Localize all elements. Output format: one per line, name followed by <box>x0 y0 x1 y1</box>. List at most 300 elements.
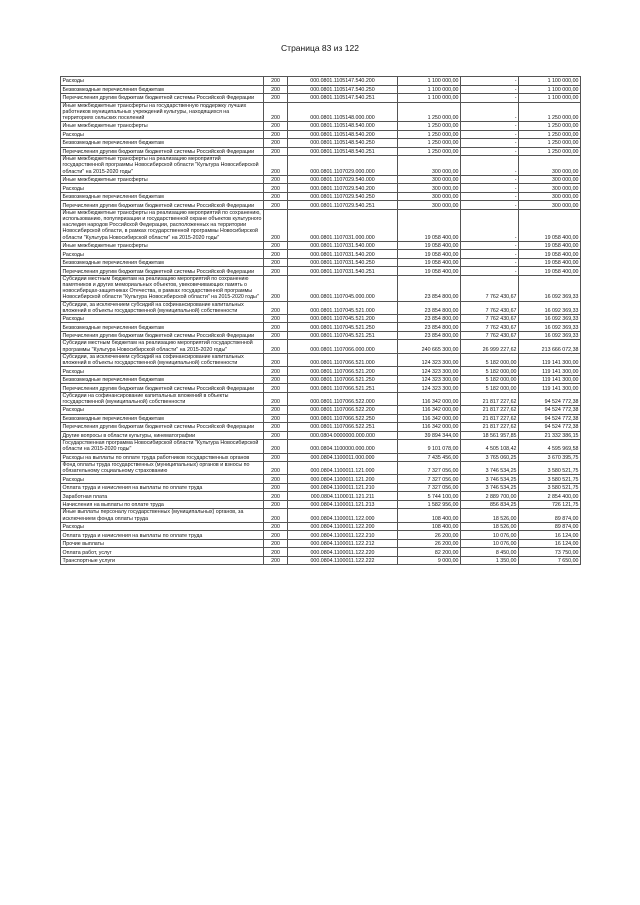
planned-amount-cell: 300 000,00 <box>398 192 461 201</box>
row-name-cell: Перечисления другим бюджетам бюджетной системы Российской Федерации <box>61 384 264 393</box>
executed-amount-cell: - <box>461 147 519 156</box>
row-code-cell: 200 <box>264 384 288 393</box>
table-row <box>61 384 581 393</box>
row-code-cell: 200 <box>264 156 288 176</box>
remaining-amount-cell: 3 670 395,75 <box>519 453 581 462</box>
row-code-cell: 200 <box>264 375 288 384</box>
budget-classification-code-cell: 000.0801.1107066.521.200 <box>288 367 398 376</box>
planned-amount-cell: 1 100 000,00 <box>398 94 461 103</box>
table-row <box>61 85 581 94</box>
executed-amount-cell: - <box>461 85 519 94</box>
planned-amount-cell: 240 665 300,00 <box>398 340 461 353</box>
row-name-cell: Иные межбюджетные трансферты на реализацию мероприятий по сохранению, использованию, популяризации и государственной охране объектов культурного наследия народов Российской Федерации, расположенных на территории Новосибирской области, в рамках государственной программы Новосибирской области "Культура Новосибирской области" на 2015-2020 годы" <box>61 209 264 241</box>
remaining-amount-cell: 94 524 772,38 <box>519 406 581 415</box>
budget-classification-code-cell: 000.0801.1107029.540.000 <box>288 175 398 184</box>
row-name-cell: Перечисления другим бюджетам бюджетной системы Российской Федерации <box>61 201 264 210</box>
budget-classification-code-cell: 000.0804.1100011.122.000 <box>288 509 398 522</box>
row-name-cell: Расходы <box>61 522 264 531</box>
table-row <box>61 353 581 366</box>
remaining-amount-cell: 19 058 400,00 <box>519 209 581 241</box>
table-row <box>61 440 581 453</box>
table-row <box>61 500 581 509</box>
executed-amount-cell: - <box>461 201 519 210</box>
row-name-cell: Оплата труда и начисления на выплаты по оплате труда <box>61 531 264 540</box>
planned-amount-cell: 19 058 400,00 <box>398 209 461 241</box>
budget-classification-code-cell: 000.0804.1100011.121.213 <box>288 500 398 509</box>
row-name-cell: Субсидии, за исключением субсидий на софинансирование капитальных вложений в объекты государственной (муниципальной) собственности <box>61 301 264 314</box>
budget-classification-code-cell: 000.0801.1107045.521.200 <box>288 314 398 323</box>
remaining-amount-cell: 16 092 369,33 <box>519 301 581 314</box>
executed-amount-cell: 18 526,00 <box>461 522 519 531</box>
row-name-cell: Заработная плата <box>61 492 264 501</box>
planned-amount-cell: 300 000,00 <box>398 201 461 210</box>
budget-classification-code-cell: 000.0804.1100000.000.000 <box>288 440 398 453</box>
page-number-header: Страница 83 из 122 <box>281 43 359 53</box>
row-code-cell: 200 <box>264 423 288 432</box>
budget-classification-code-cell: 000.0801.1107029.540.200 <box>288 184 398 193</box>
row-code-cell: 200 <box>264 539 288 548</box>
executed-amount-cell: 2 889 700,00 <box>461 492 519 501</box>
row-name-cell: Иные межбюджетные трансферты <box>61 122 264 131</box>
remaining-amount-cell: 300 000,00 <box>519 201 581 210</box>
budget-classification-code-cell: 000.0804.1100011.122.220 <box>288 548 398 557</box>
table-row <box>61 548 581 557</box>
remaining-amount-cell: 16 092 369,33 <box>519 314 581 323</box>
row-code-cell: 200 <box>264 85 288 94</box>
budget-classification-code-cell: 000.0801.1105147.540.250 <box>288 85 398 94</box>
row-code-cell: 200 <box>264 323 288 332</box>
planned-amount-cell: 1 250 000,00 <box>398 130 461 139</box>
table-row <box>61 241 581 250</box>
executed-amount-cell: - <box>461 94 519 103</box>
row-code-cell: 200 <box>264 130 288 139</box>
row-code-cell: 200 <box>264 147 288 156</box>
budget-classification-code-cell: 000.0801.1107066.521.250 <box>288 375 398 384</box>
table-row <box>61 423 581 432</box>
budget-classification-code-cell: 000.0801.1107029.000.000 <box>288 156 398 176</box>
row-name-cell: Безвозмездные перечисления бюджетам <box>61 192 264 201</box>
table-row <box>61 531 581 540</box>
budget-classification-code-cell: 000.0801.1107066.522.250 <box>288 414 398 423</box>
row-name-cell: Государственная программа Новосибирской области "Культура Новосибирской области на 2015-2020 годы" <box>61 440 264 453</box>
row-name-cell: Расходы <box>61 130 264 139</box>
budget-execution-table <box>60 76 581 565</box>
remaining-amount-cell: 16 124,00 <box>519 539 581 548</box>
executed-amount-cell: - <box>461 156 519 176</box>
row-name-cell: Безвозмездные перечисления бюджетам <box>61 375 264 384</box>
row-name-cell: Субсидии, за исключением субсидий на софинансирование капитальных вложений в объекты государственной (муниципальной) собственности <box>61 353 264 366</box>
remaining-amount-cell: 16 092 369,33 <box>519 275 581 301</box>
table-row <box>61 522 581 531</box>
table-row <box>61 267 581 276</box>
row-name-cell: Субсидии на софинансирование капитальных вложений в объекты государственной (муниципальной) собственности <box>61 392 264 405</box>
budget-classification-code-cell: 000.0804.1100011.122.200 <box>288 522 398 531</box>
budget-classification-code-cell: 000.0801.1105148.540.000 <box>288 122 398 131</box>
planned-amount-cell: 19 058 400,00 <box>398 250 461 259</box>
row-name-cell: Безвозмездные перечисления бюджетам <box>61 85 264 94</box>
row-code-cell: 200 <box>264 184 288 193</box>
planned-amount-cell: 9 101 078,00 <box>398 440 461 453</box>
remaining-amount-cell: 94 524 772,38 <box>519 423 581 432</box>
budget-classification-code-cell: 000.0801.1107031.540.250 <box>288 258 398 267</box>
executed-amount-cell: 3 746 534,25 <box>461 462 519 475</box>
planned-amount-cell: 23 854 800,00 <box>398 275 461 301</box>
executed-amount-cell: 856 834,25 <box>461 500 519 509</box>
remaining-amount-cell: 1 250 000,00 <box>519 130 581 139</box>
row-code-cell: 200 <box>264 431 288 440</box>
planned-amount-cell: 5 744 100,00 <box>398 492 461 501</box>
row-code-cell: 200 <box>264 392 288 405</box>
row-name-cell: Перечисления другим бюджетам бюджетной системы Российской Федерации <box>61 267 264 276</box>
planned-amount-cell: 300 000,00 <box>398 175 461 184</box>
remaining-amount-cell: 119 141 300,00 <box>519 353 581 366</box>
row-name-cell: Расходы <box>61 475 264 484</box>
executed-amount-cell: - <box>461 122 519 131</box>
executed-amount-cell: 5 182 000,00 <box>461 384 519 393</box>
row-name-cell: Прочие выплаты <box>61 539 264 548</box>
planned-amount-cell: 116 342 000,00 <box>398 423 461 432</box>
remaining-amount-cell: 4 595 969,58 <box>519 440 581 453</box>
executed-amount-cell: - <box>461 258 519 267</box>
planned-amount-cell: 19 058 400,00 <box>398 267 461 276</box>
budget-classification-code-cell: 000.0801.1107066.521.251 <box>288 384 398 393</box>
row-code-cell: 200 <box>264 209 288 241</box>
planned-amount-cell: 26 200,00 <box>398 531 461 540</box>
table-row <box>61 539 581 548</box>
budget-classification-code-cell: 000.0801.1107066.521.000 <box>288 353 398 366</box>
budget-classification-code-cell: 000.0801.1107066.000.000 <box>288 340 398 353</box>
remaining-amount-cell: 119 141 300,00 <box>519 384 581 393</box>
row-code-cell: 200 <box>264 122 288 131</box>
budget-classification-code-cell: 000.0801.1107045.000.000 <box>288 275 398 301</box>
planned-amount-cell: 7 435 456,00 <box>398 453 461 462</box>
row-name-cell: Другие вопросы в области культуры, кинематографии <box>61 431 264 440</box>
row-code-cell: 200 <box>264 353 288 366</box>
remaining-amount-cell: 21 332 386,15 <box>519 431 581 440</box>
row-name-cell: Иные межбюджетные трансферты на государственную поддержку лучших работников муниципальных учреждений культуры, находящихся на территориях сельских поселений <box>61 102 264 122</box>
budget-classification-code-cell: 000.0804.1100011.000.000 <box>288 453 398 462</box>
executed-amount-cell: - <box>461 102 519 122</box>
row-code-cell: 200 <box>264 250 288 259</box>
table-row <box>61 156 581 176</box>
remaining-amount-cell: 16 092 369,33 <box>519 323 581 332</box>
remaining-amount-cell: 300 000,00 <box>519 192 581 201</box>
remaining-amount-cell: 300 000,00 <box>519 184 581 193</box>
planned-amount-cell: 1 250 000,00 <box>398 147 461 156</box>
budget-classification-code-cell: 000.0801.1107029.540.250 <box>288 192 398 201</box>
row-code-cell: 200 <box>264 500 288 509</box>
table-row <box>61 175 581 184</box>
row-code-cell: 200 <box>264 531 288 540</box>
executed-amount-cell: 18 561 957,85 <box>461 431 519 440</box>
executed-amount-cell: 21 817 227,62 <box>461 414 519 423</box>
row-code-cell: 200 <box>264 492 288 501</box>
executed-amount-cell: 7 762 430,67 <box>461 323 519 332</box>
planned-amount-cell: 7 327 056,00 <box>398 475 461 484</box>
row-code-cell: 200 <box>264 94 288 103</box>
planned-amount-cell: 124 323 300,00 <box>398 353 461 366</box>
remaining-amount-cell: 119 141 300,00 <box>519 367 581 376</box>
table-row <box>61 414 581 423</box>
budget-classification-code-cell: 000.0801.1107066.522.000 <box>288 392 398 405</box>
row-name-cell: Иные выплаты персоналу государственных (муниципальных) органов, за исключением фонда оплаты труда <box>61 509 264 522</box>
table-row <box>61 431 581 440</box>
row-name-cell: Иные межбюджетные трансферты <box>61 241 264 250</box>
table-row <box>61 331 581 340</box>
planned-amount-cell: 23 854 800,00 <box>398 323 461 332</box>
planned-amount-cell: 1 100 000,00 <box>398 85 461 94</box>
row-code-cell: 200 <box>264 258 288 267</box>
table-row <box>61 94 581 103</box>
remaining-amount-cell: 89 874,00 <box>519 509 581 522</box>
row-code-cell: 200 <box>264 102 288 122</box>
planned-amount-cell: 9 000,00 <box>398 556 461 565</box>
remaining-amount-cell: 19 058 400,00 <box>519 267 581 276</box>
executed-amount-cell: - <box>461 209 519 241</box>
planned-amount-cell: 124 323 300,00 <box>398 375 461 384</box>
row-code-cell: 200 <box>264 406 288 415</box>
budget-classification-code-cell: 000.0801.1107031.540.200 <box>288 250 398 259</box>
table-row <box>61 147 581 156</box>
row-code-cell: 200 <box>264 475 288 484</box>
budget-classification-code-cell: 000.0804.1100011.122.212 <box>288 539 398 548</box>
planned-amount-cell: 108 400,00 <box>398 509 461 522</box>
table-row <box>61 406 581 415</box>
table-row <box>61 192 581 201</box>
row-code-cell: 200 <box>264 462 288 475</box>
row-code-cell: 200 <box>264 267 288 276</box>
planned-amount-cell: 19 058 400,00 <box>398 241 461 250</box>
row-code-cell: 200 <box>264 77 288 86</box>
row-name-cell: Субсидии местным бюджетам на реализацию мероприятий государственной программы "Культура Новосибирской области" на 2015-2020 годы" <box>61 340 264 353</box>
table-row <box>61 556 581 565</box>
executed-amount-cell: - <box>461 267 519 276</box>
planned-amount-cell: 300 000,00 <box>398 156 461 176</box>
executed-amount-cell: 10 076,00 <box>461 531 519 540</box>
budget-classification-code-cell: 000.0801.1107045.521.000 <box>288 301 398 314</box>
row-name-cell: Расходы <box>61 314 264 323</box>
row-name-cell: Перечисления другим бюджетам бюджетной системы Российской Федерации <box>61 423 264 432</box>
table-row <box>61 102 581 122</box>
executed-amount-cell: 18 526,00 <box>461 509 519 522</box>
budget-classification-code-cell: 000.0801.1107045.521.250 <box>288 323 398 332</box>
planned-amount-cell: 124 323 300,00 <box>398 367 461 376</box>
budget-classification-code-cell: 000.0804.1100011.122.210 <box>288 531 398 540</box>
remaining-amount-cell: 7 650,00 <box>519 556 581 565</box>
executed-amount-cell: 8 450,00 <box>461 548 519 557</box>
budget-classification-code-cell: 000.0801.1107029.540.251 <box>288 201 398 210</box>
executed-amount-cell: 7 762 430,67 <box>461 331 519 340</box>
remaining-amount-cell: 300 000,00 <box>519 175 581 184</box>
table-row <box>61 475 581 484</box>
remaining-amount-cell: 73 750,00 <box>519 548 581 557</box>
row-name-cell: Расходы на выплаты по оплате труда работников государственных органов <box>61 453 264 462</box>
row-code-cell: 200 <box>264 440 288 453</box>
budget-classification-code-cell: 000.0801.1105147.540.200 <box>288 77 398 86</box>
table-row <box>61 367 581 376</box>
row-name-cell: Перечисления другим бюджетам бюджетной системы Российской Федерации <box>61 331 264 340</box>
budget-classification-code-cell: 000.0801.1107045.521.251 <box>288 331 398 340</box>
table-row <box>61 483 581 492</box>
executed-amount-cell: 4 505 108,42 <box>461 440 519 453</box>
row-name-cell: Безвозмездные перечисления бюджетам <box>61 139 264 148</box>
row-name-cell: Транспортные услуги <box>61 556 264 565</box>
table-row <box>61 453 581 462</box>
budget-classification-code-cell: 000.0804.1100011.121.000 <box>288 462 398 475</box>
budget-classification-code-cell: 000.0801.1105148.540.200 <box>288 130 398 139</box>
row-name-cell: Оплата работ, услуг <box>61 548 264 557</box>
executed-amount-cell: - <box>461 184 519 193</box>
row-name-cell: Перечисления другим бюджетам бюджетной системы Российской Федерации <box>61 147 264 156</box>
executed-amount-cell: - <box>461 130 519 139</box>
remaining-amount-cell: 19 058 400,00 <box>519 241 581 250</box>
budget-classification-code-cell: 000.0801.1105148.000.000 <box>288 102 398 122</box>
row-code-cell: 200 <box>264 548 288 557</box>
table-row <box>61 462 581 475</box>
planned-amount-cell: 1 250 000,00 <box>398 102 461 122</box>
row-code-cell: 200 <box>264 414 288 423</box>
planned-amount-cell: 300 000,00 <box>398 184 461 193</box>
planned-amount-cell: 39 894 344,00 <box>398 431 461 440</box>
table-row <box>61 122 581 131</box>
remaining-amount-cell: 1 250 000,00 <box>519 147 581 156</box>
row-code-cell: 200 <box>264 556 288 565</box>
row-code-cell: 200 <box>264 314 288 323</box>
budget-classification-code-cell: 000.0801.1105148.540.251 <box>288 147 398 156</box>
planned-amount-cell: 82 200,00 <box>398 548 461 557</box>
table-row <box>61 509 581 522</box>
remaining-amount-cell: 16 124,00 <box>519 531 581 540</box>
budget-classification-code-cell: 000.0804.1100011.121.200 <box>288 475 398 484</box>
table-row <box>61 314 581 323</box>
row-code-cell: 200 <box>264 331 288 340</box>
budget-classification-code-cell: 000.0801.1105147.540.251 <box>288 94 398 103</box>
planned-amount-cell: 19 058 400,00 <box>398 258 461 267</box>
remaining-amount-cell: 1 100 000,00 <box>519 77 581 86</box>
table-row <box>61 340 581 353</box>
row-name-cell: Расходы <box>61 77 264 86</box>
row-name-cell: Перечисления другим бюджетам бюджетной системы Российской Федерации <box>61 94 264 103</box>
table-row <box>61 250 581 259</box>
row-code-cell: 200 <box>264 367 288 376</box>
row-name-cell: Начисления на выплаты по оплате труда <box>61 500 264 509</box>
remaining-amount-cell: 1 250 000,00 <box>519 139 581 148</box>
executed-amount-cell: 10 076,00 <box>461 539 519 548</box>
remaining-amount-cell: 19 058 400,00 <box>519 258 581 267</box>
table-row <box>61 184 581 193</box>
planned-amount-cell: 116 342 000,00 <box>398 406 461 415</box>
planned-amount-cell: 1 100 000,00 <box>398 77 461 86</box>
executed-amount-cell: 21 817 227,62 <box>461 392 519 405</box>
table-row <box>61 77 581 86</box>
planned-amount-cell: 1 582 956,00 <box>398 500 461 509</box>
budget-classification-code-cell: 000.0804.1100011.121.211 <box>288 492 398 501</box>
row-code-cell: 200 <box>264 241 288 250</box>
row-code-cell: 200 <box>264 139 288 148</box>
table-row <box>61 275 581 301</box>
planned-amount-cell: 124 323 300,00 <box>398 384 461 393</box>
budget-classification-code-cell: 000.0804.1100011.121.210 <box>288 483 398 492</box>
budget-classification-code-cell: 000.0804.1100011.122.222 <box>288 556 398 565</box>
remaining-amount-cell: 3 580 521,75 <box>519 483 581 492</box>
table-row <box>61 323 581 332</box>
remaining-amount-cell: 3 580 521,75 <box>519 475 581 484</box>
row-name-cell: Расходы <box>61 406 264 415</box>
remaining-amount-cell: 94 524 772,38 <box>519 392 581 405</box>
budget-classification-code-cell: 000.0801.1107066.522.251 <box>288 423 398 432</box>
row-name-cell: Фонд оплаты труда государственных (муниципальных) органов и взносы по обязательному социальному страхованию <box>61 462 264 475</box>
row-code-cell: 200 <box>264 201 288 210</box>
planned-amount-cell: 7 327 056,00 <box>398 483 461 492</box>
row-name-cell: Расходы <box>61 184 264 193</box>
executed-amount-cell: 5 182 000,00 <box>461 353 519 366</box>
executed-amount-cell: 3 746 534,25 <box>461 475 519 484</box>
planned-amount-cell: 26 200,00 <box>398 539 461 548</box>
executed-amount-cell: 21 817 227,62 <box>461 423 519 432</box>
row-name-cell: Иные межбюджетные трансферты на реализацию мероприятий государственной программы Новосибирской области "Культура Новосибирской области" на 2015-2020 годы" <box>61 156 264 176</box>
row-name-cell: Безвозмездные перечисления бюджетам <box>61 414 264 423</box>
remaining-amount-cell: 3 580 521,75 <box>519 462 581 475</box>
remaining-amount-cell: 19 058 400,00 <box>519 250 581 259</box>
row-code-cell: 200 <box>264 509 288 522</box>
remaining-amount-cell: 16 092 369,33 <box>519 331 581 340</box>
executed-amount-cell: 1 350,00 <box>461 556 519 565</box>
remaining-amount-cell: 213 666 072,38 <box>519 340 581 353</box>
row-code-cell: 200 <box>264 175 288 184</box>
remaining-amount-cell: 1 250 000,00 <box>519 102 581 122</box>
table-row <box>61 201 581 210</box>
executed-amount-cell: 7 762 430,67 <box>461 275 519 301</box>
row-code-cell: 200 <box>264 192 288 201</box>
planned-amount-cell: 108 400,00 <box>398 522 461 531</box>
executed-amount-cell: 7 762 430,67 <box>461 314 519 323</box>
planned-amount-cell: 23 854 800,00 <box>398 331 461 340</box>
executed-amount-cell: 5 182 000,00 <box>461 367 519 376</box>
row-name-cell: Иные межбюджетные трансферты <box>61 175 264 184</box>
remaining-amount-cell: 1 100 000,00 <box>519 85 581 94</box>
table-row <box>61 130 581 139</box>
remaining-amount-cell: 119 141 300,00 <box>519 375 581 384</box>
executed-amount-cell: 21 817 227,62 <box>461 406 519 415</box>
remaining-amount-cell: 89 874,00 <box>519 522 581 531</box>
budget-classification-code-cell: 000.0801.1107031.540.251 <box>288 267 398 276</box>
planned-amount-cell: 23 854 800,00 <box>398 314 461 323</box>
budget-classification-code-cell: 000.0801.1107031.000.000 <box>288 209 398 241</box>
budget-classification-code-cell: 000.0801.1107066.522.200 <box>288 406 398 415</box>
remaining-amount-cell: 2 854 400,00 <box>519 492 581 501</box>
row-code-cell: 200 <box>264 275 288 301</box>
executed-amount-cell: 26 999 227,62 <box>461 340 519 353</box>
planned-amount-cell: 1 250 000,00 <box>398 139 461 148</box>
executed-amount-cell: - <box>461 77 519 86</box>
budget-classification-code-cell: 000.0804.0000000.000.000 <box>288 431 398 440</box>
remaining-amount-cell: 1 100 000,00 <box>519 94 581 103</box>
executed-amount-cell: 3 765 060,25 <box>461 453 519 462</box>
executed-amount-cell: - <box>461 250 519 259</box>
table-row <box>61 492 581 501</box>
row-name-cell: Расходы <box>61 367 264 376</box>
row-name-cell: Расходы <box>61 250 264 259</box>
planned-amount-cell: 116 342 000,00 <box>398 392 461 405</box>
table-row <box>61 392 581 405</box>
table-row <box>61 258 581 267</box>
budget-classification-code-cell: 000.0801.1105148.540.250 <box>288 139 398 148</box>
executed-amount-cell: - <box>461 139 519 148</box>
row-name-cell: Субсидии местным бюджетам на реализацию мероприятий по сохранению памятников и других мемориальных объектов, увековечивающих память о новосибирцах-защитниках Отечества, в рамках государственной программы Новосибирской области "Культура Новосибирской области" на 2015-2020 годы" <box>61 275 264 301</box>
row-name-cell: Безвозмездные перечисления бюджетам <box>61 323 264 332</box>
row-code-cell: 200 <box>264 301 288 314</box>
table-row <box>61 139 581 148</box>
